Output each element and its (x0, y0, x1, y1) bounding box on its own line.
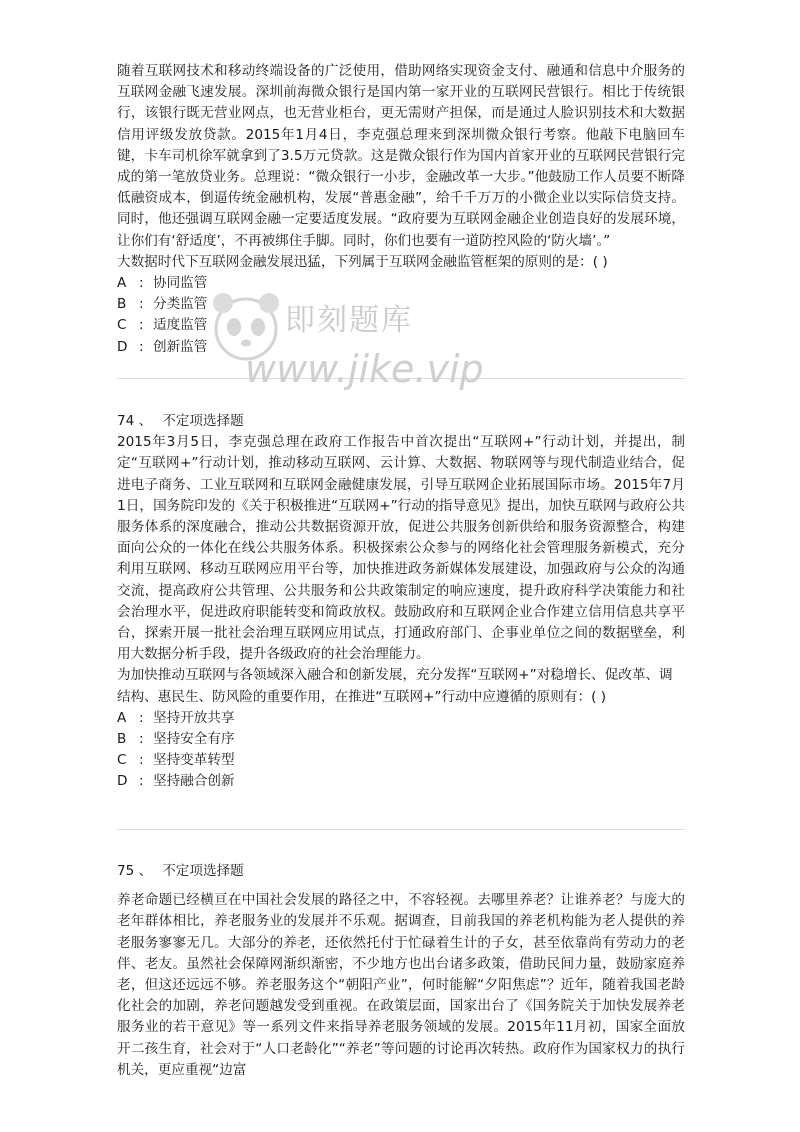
divider-74-75 (117, 829, 685, 830)
q75-passage: 养老命题已经横亘在中国社会发展的路径之中，不容轻视。去哪里养老？让谁养老？与庞大的老年群体相比，养老服务业的发展并不乐观。据调查，目前我国的养老机构能为老人提供的养老服务寥寥无几。大部分的养老，还依然托付于忙碌着生计的子女，甚至依靠尚有劳动力的老伴、老友。虽然社会保障网渐织渐密，不少地方也出台诸多政策，借助民间力量，鼓励家庭养老，但这还远远不够。养老服务这个“朝阳产业”，何时能解“夕阳焦虑”？近年，随着我国老龄化社会的加剧，养老问题越发受到重视。在政策层面，国家出台了《国务院关于加快发展养老服务业的若干意见》等一系列文件来指导养老服务领域的发展。2015年11月初，国家全面放开二孩生育，社会对于“人口老龄化”“养老”等问题的讨论再次转热。政府作为国家权力的执行机关，更应重视“边富 (117, 892, 685, 1078)
q73-stem: 大数据时代下互联网金融发展迅猛，下列属于互联网金融监管框架的原则的是：( ) (117, 253, 608, 270)
watermark-url: www.jike.vip (245, 347, 484, 391)
q74-stem: 为加快推动互联网与各领域深入融合和创新发展，充分发挥“互联网+”对稳增长、促改革、调结构、惠民生、防风险的重要作用，在推进“互联网+”行动中应遵循的原则有：( ) (117, 667, 673, 705)
q74-options (117, 708, 685, 793)
q74-type: 不定项选择题 (162, 413, 244, 429)
q74-passage: 2015年3月5日，李克强总理在政府工作报告中首次提出“互联网+”行动计划，并提出，制定“互联网+”行动计划，推动移动互联网、云计算、大数据、物联网等与现代制造业结合，促进电子商务、工业互联网和互联网金融健康发展，引导互联网企业拓展国际市场。2015年7月1日，国务院印发的《关于积极推进“互联网+”行动的指导意见》提出，加快互联网与政府公共服务体系的深度融合，推动公共数据资源开放，促进公共服务创新供给和服务资源整合，构建面向公众的一体化在线公共服务体系。积极探索公众参与的网络化社会管理服务新模式，充分利用互联网、移动互联网应用平台等，加快推进政务新媒体发展建设，加强政府与公众的沟通交流，提高政府公共管理、公共服务和公共政策制定的响应速度，提升政府科学决策能力和社会治理水平，促进政府职能转变和简政放权。鼓励政府和互联网企业合作建立信用信息共享平台，探索开展一批社会治理互联网应用试点，打通政府部门、企事业单位之间的数据壁垒，利用大数据分析手段，提升各级政府的社会治理能力。 (117, 434, 685, 663)
watermark-brand: 即刻题库 (285, 303, 413, 338)
divider-73-74 (117, 378, 685, 379)
q74-header (117, 411, 685, 432)
question-75 (117, 861, 685, 1081)
q74-number: 74 、 (117, 413, 153, 429)
q74-option-a[interactable]: A : 坚持开放共享 (117, 709, 235, 726)
q73-option-a[interactable]: A : 协同监管 (117, 275, 208, 292)
q75-header (117, 861, 685, 882)
question-74 (117, 411, 685, 793)
q73-options (117, 273, 685, 358)
q73-passage: 随着互联网技术和移动终端设备的广泛使用，借助网络实现资金支付、融通和信息中介服务的互联网金融飞速发展。深圳前海微众银行是国内第一家开业的互联网民营银行。相比于传统银行，该银行既无营业网点，也无营业柜台，更无需财产担保，而是通过人脸识别技术和大数据信用评级发放贷款。2015年1月4日，李克强总理来到深圳微众银行考察。他敲下电脑回车键，卡车司机徐军就拿到了3.5万元贷款。这是微众银行作为国内首家开业的互联网民营银行完成的第一笔放贷业务。总理说：“微众银行一小步，金融改革一大步。”他鼓励工作人员要不断降低融资成本，倒逼传统金融机构，发展“普惠金融”，给千千万万的小微企业以实际信贷支持。同时，他还强调互联网金融一定要适度发展。“政府要为互联网金融企业创造良好的发展环境，让你们有‘舒适度’，不再被绑住手脚。同时，你们也要有一道防控风险的‘防火墙’。” (117, 63, 685, 249)
q73-option-c[interactable]: C : 适度监管 (117, 317, 208, 334)
q74-option-c[interactable]: C : 坚持变革转型 (117, 752, 235, 769)
q75-type: 不定项选择题 (162, 863, 244, 879)
q73-option-b[interactable]: B : 分类监管 (117, 296, 208, 313)
q75-number: 75 、 (117, 863, 153, 879)
q74-option-b[interactable]: B : 坚持安全有序 (117, 731, 235, 748)
q74-option-d[interactable]: D : 坚持融合创新 (117, 773, 235, 790)
question-73 (117, 61, 685, 358)
q73-option-d[interactable]: D : 创新监管 (117, 338, 208, 355)
